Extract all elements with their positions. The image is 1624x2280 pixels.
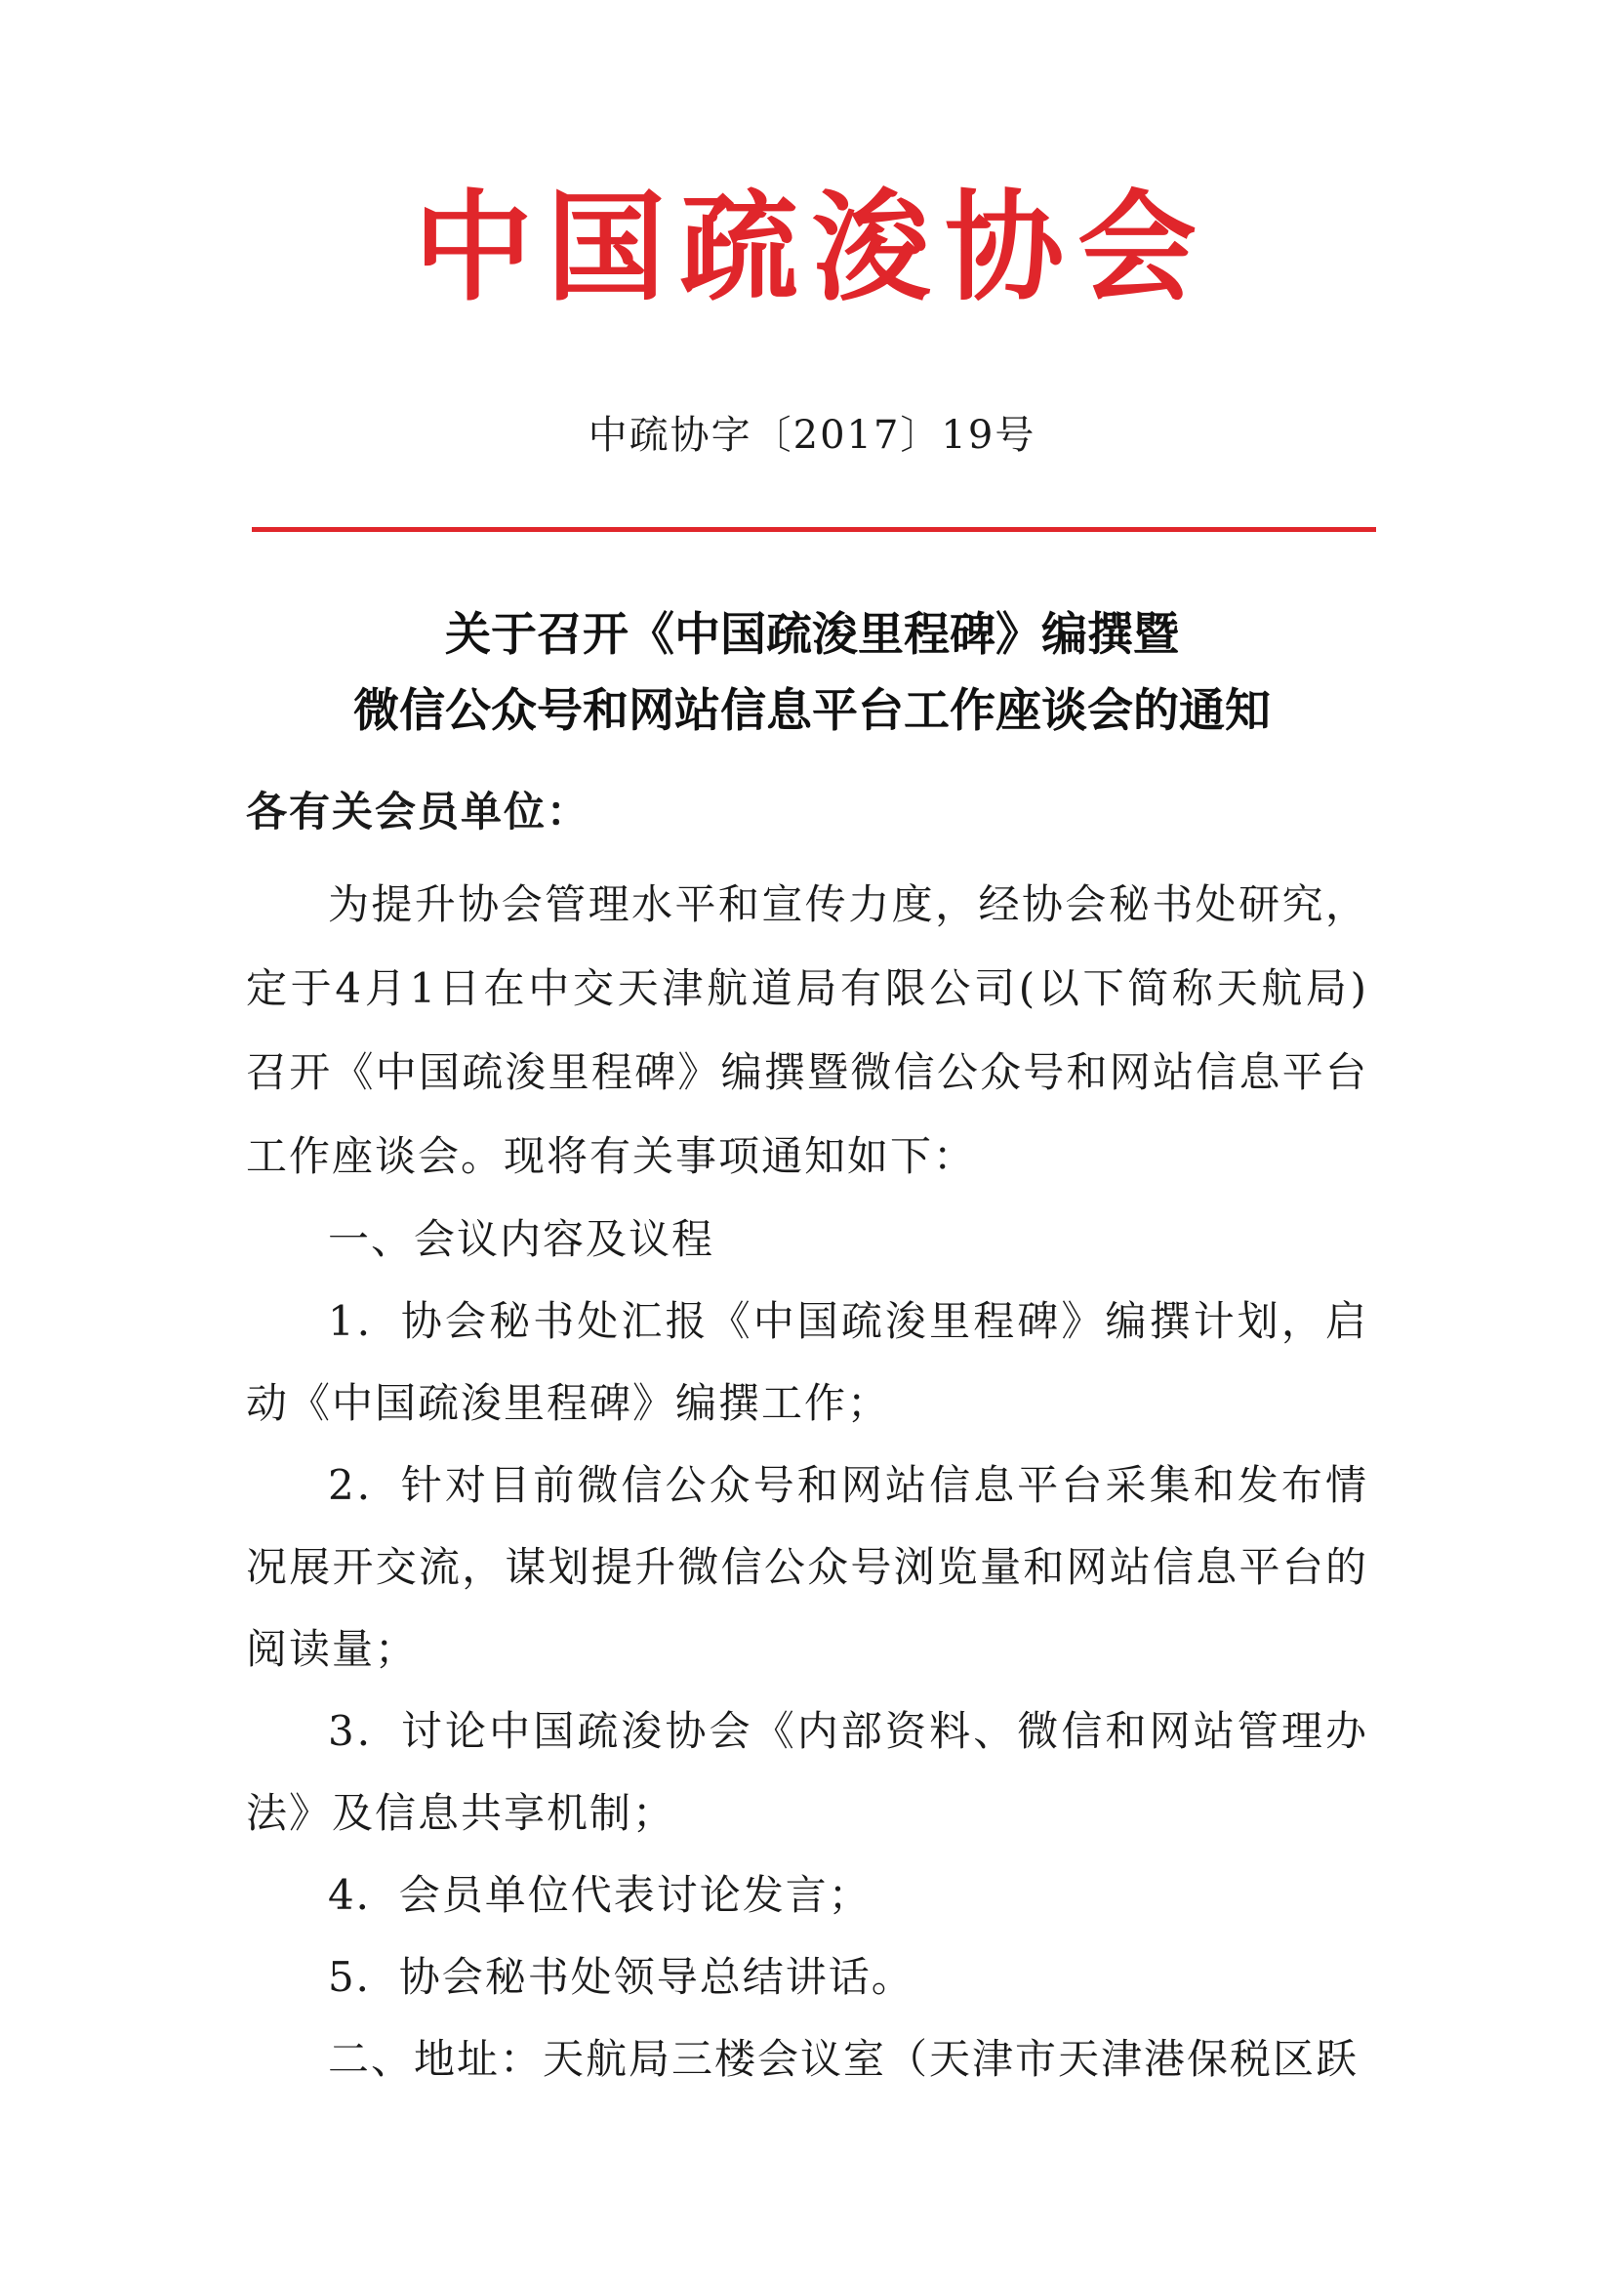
agenda-item: 2．针对目前微信公众号和网站信息平台采集和发布情况展开交流，谋划提升微信公众号浏览量和网站信息平台的阅读量； xyxy=(246,1461,1368,1673)
section-heading-agenda: 一、会议内容及议程 xyxy=(328,1215,715,1263)
notice-title-line-1: 关于召开《中国疏浚里程碑》编撰暨 xyxy=(445,608,1179,662)
notice-title xyxy=(0,597,1624,750)
notice-body xyxy=(246,781,1368,2100)
agenda-item: 3．讨论中国疏浚协会《内部资料、微信和网站管理办法》及信息共享机制； xyxy=(246,1707,1368,1837)
red-divider-line xyxy=(252,527,1376,532)
agenda-item: 1．协会秘书处汇报《中国疏浚里程碑》编撰计划，启动《中国疏浚里程碑》编撰工作； xyxy=(246,1297,1368,1427)
document-number: 中疏协字〔2017〕19号 xyxy=(588,413,1036,458)
salutation: 各有关会员单位： xyxy=(246,788,590,835)
agenda-item: 4．会员单位代表讨论发言； xyxy=(328,1871,872,1919)
intro-paragraph: 为提升协会管理水平和宣传力度，经协会秘书处研究，定于4月1日在中交天津航道局有限公司(以下简称天航局)召开《中国疏浚里程碑》编撰暨微信公众号和网站信息平台工作座谈会。现将有关事项通知如下： xyxy=(246,880,1368,1180)
notice-title-line-2: 微信公众号和网站信息平台工作座谈会的通知 xyxy=(353,684,1271,738)
agenda-item: 5．协会秘书处领导总结讲话。 xyxy=(328,1953,914,2001)
letterhead-title: 中国疏浚协会 xyxy=(414,177,1210,317)
section-address: 二、地址：天航局三楼会议室（天津市天津港保税区跃 xyxy=(328,2035,1360,2083)
